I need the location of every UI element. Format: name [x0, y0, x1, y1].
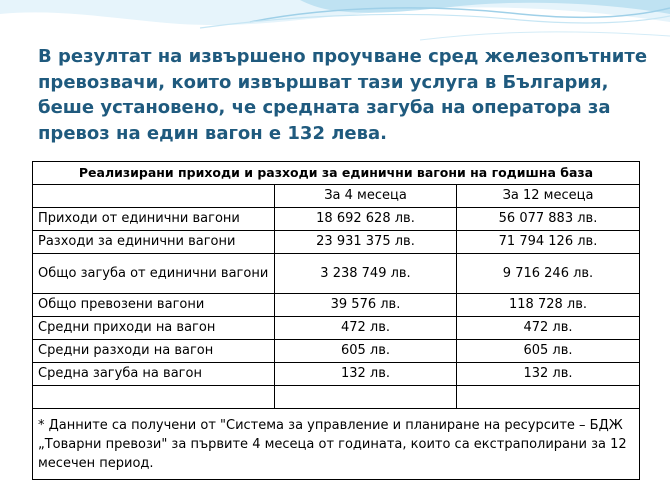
table-spacer-row [33, 386, 640, 409]
table-row [33, 208, 640, 231]
value-12-months: 118 728 лв. [457, 294, 640, 317]
table-row [33, 254, 640, 294]
value-4-months: 23 931 375 лв. [275, 231, 457, 254]
wave-stroke-1 [250, 8, 670, 22]
value-12-months: 132 лв. [457, 363, 640, 386]
value-4-months: 39 576 лв. [275, 294, 457, 317]
row-label: Разходи за единични вагони [33, 231, 275, 254]
value-12-months: 9 716 246 лв. [457, 254, 640, 294]
row-label: Средна загуба на вагон [33, 363, 275, 386]
table-caption: Реализирани приходи и разходи за единични вагони на годишна база [33, 162, 640, 185]
row-label: Общо превозени вагони [33, 294, 275, 317]
row-label: Средни приходи на вагон [33, 317, 275, 340]
intro-paragraph: В резултат на извършено проучване сред железопътните превозвачи, които извършват тази услуга в България, беше установено, че средната загуба на оператора за превоз на един вагон е 132 лева. [38, 46, 648, 144]
table-row [33, 317, 640, 340]
header-empty [33, 185, 275, 208]
row-label: Общо загуба от единични вагони [33, 254, 275, 294]
table-header-row [33, 185, 640, 208]
value-12-months: 56 077 883 лв. [457, 208, 640, 231]
spacer-cell [33, 386, 275, 409]
table-row [33, 294, 640, 317]
wave-stroke-3 [420, 32, 670, 40]
table-note-row [33, 409, 640, 480]
value-12-months: 472 лв. [457, 317, 640, 340]
value-4-months: 18 692 628 лв. [275, 208, 457, 231]
spacer-cell [275, 386, 457, 409]
row-label: Приходи от единични вагони [33, 208, 275, 231]
wave-light [0, 0, 670, 25]
value-4-months: 132 лв. [275, 363, 457, 386]
table-row [33, 363, 640, 386]
value-4-months: 472 лв. [275, 317, 457, 340]
value-4-months: 3 238 749 лв. [275, 254, 457, 294]
value-12-months: 71 794 126 лв. [457, 231, 640, 254]
table-caption-row [33, 162, 640, 185]
spacer-cell [457, 386, 640, 409]
table-row [33, 340, 640, 363]
value-12-months: 605 лв. [457, 340, 640, 363]
wave-mid [300, 0, 670, 14]
value-4-months: 605 лв. [275, 340, 457, 363]
table-row [33, 231, 640, 254]
table-footnote: * Данните са получени от "Система за управление и планиране на ресурсите – БДЖ „Товарни превози" за първите 4 месеца от годината, които са екстраполирани за 12 месечен период. [33, 409, 640, 480]
header-12-months: За 12 месеца [457, 185, 640, 208]
row-label: Средни разходи на вагон [33, 340, 275, 363]
header-4-months: За 4 месеца [275, 185, 457, 208]
revenue-expense-table [32, 161, 640, 480]
wave-stroke-2 [200, 14, 670, 28]
